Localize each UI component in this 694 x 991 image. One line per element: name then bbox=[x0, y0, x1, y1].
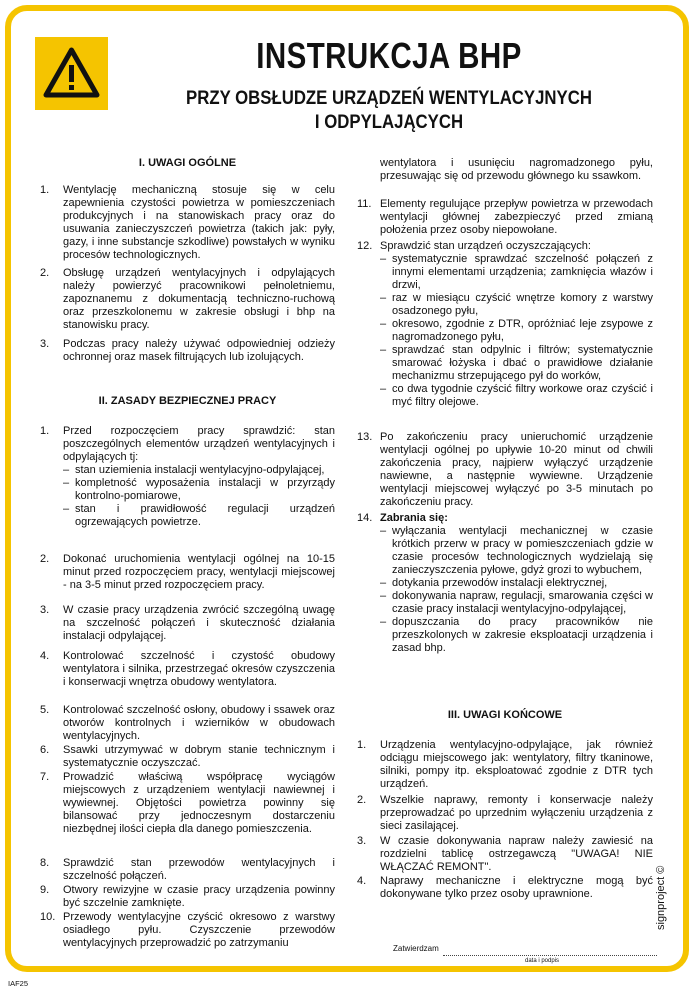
item-text: Po zakończeniu pracy unieruchomić urządzenie wentylacji ogólnej po upływie 10-20 minut od chwili zakończenia pracy, najpierw wyłączyć urządzenie nawiewne, a następnie wywiewne. Urządzenie wentylacji miejscowej wyłączyć po 3-5 minutach po zakończeniu pracy. bbox=[380, 431, 653, 508]
item-number: 2. bbox=[40, 553, 50, 565]
item-number: 3. bbox=[40, 338, 50, 350]
sub-item: – stan uziemienia instalacji wentylacyjno-odpylającej, bbox=[63, 464, 335, 477]
subtitle-line-1: PRZY OBSŁUDZE URZĄDZEŃ WENTYLACYJNYCH bbox=[186, 87, 592, 109]
item-number: 10. bbox=[40, 911, 56, 923]
item-number: 2. bbox=[357, 794, 367, 806]
item-number: 4. bbox=[40, 650, 50, 662]
product-code: IAF25 bbox=[8, 979, 29, 988]
item-text: Elementy regulujące przepływ powietrza w przewodach wentylacji głównej zabezpieczyć przed zmianą położenia przez osoby niepowołane. bbox=[380, 198, 653, 236]
sub-item: – systematycznie sprawdzać szczelność połączeń z innymi elementami urządzenia; zamknięcia włazów i drzwi, bbox=[380, 253, 653, 292]
item-number: 9. bbox=[40, 884, 50, 896]
sub-item: – dokonywania napraw, regulacji, smarowania części w czasie pracy instalacji wentylacyjno-odpylającej, bbox=[380, 590, 653, 616]
item-text: Dokonać uruchomienia wentylacji ogólnej na 10-15 minut przed rozpoczęciem pracy, wentylacji miejscowej - na 3-5 minut przed rozpoczęciem pracy. bbox=[63, 553, 335, 591]
item-number: 13. bbox=[357, 431, 373, 443]
list-item bbox=[40, 857, 335, 883]
section-3-title: III. UWAGI KOŃCOWE bbox=[447, 709, 563, 721]
sub-item: – dotykania przewodów instalacji elektrycznej, bbox=[380, 577, 653, 590]
item-text: wentylatora i usunięciu nagromadzonego pyłu, przesuwając się od przewodu głównego ku ssawkom. bbox=[380, 157, 653, 182]
approve-label: Zatwierdzam bbox=[393, 944, 439, 953]
signature-caption: data i podpis bbox=[525, 958, 560, 964]
item-text: Wszelkie naprawy, remonty i konserwacje należy przeprowadzać po uprzednim wyłączeniu urządzenia z sieci zasilającej. bbox=[380, 794, 653, 832]
item-number: 1. bbox=[40, 184, 50, 196]
item-number: 11. bbox=[357, 198, 372, 210]
page-title: INSTRUKCJA BHP bbox=[256, 35, 522, 76]
item-number: 3. bbox=[40, 604, 50, 616]
sub-item: – sprawdzać stan odpylnic i filtrów; systematycznie smarować łożyska i dbać o prawidłowe działanie mechanizmu strzepującego pył do worków, bbox=[380, 344, 653, 383]
item-text: Ssawki utrzymywać w dobrym stanie technicznym i systematycznie oczyszczać. bbox=[63, 744, 335, 769]
list-item bbox=[357, 512, 653, 655]
item-number: 8. bbox=[40, 857, 50, 869]
list-item bbox=[40, 771, 335, 836]
item-text: Przed rozpoczęciem pracy sprawdzić: stan poszczególnych elementów urządzeń wentylacyjnych i odpylających tj: bbox=[63, 425, 335, 463]
item-number: 3. bbox=[357, 835, 367, 847]
item-text: Sprawdzić stan przewodów wentylacyjnych i szczelność połączeń. bbox=[63, 857, 335, 882]
item-number: 6. bbox=[40, 744, 50, 756]
list-item bbox=[40, 604, 335, 643]
sub-item: – co dwa tygodnie czyścić filtry workowe oraz czyścić i myć filtry olejowe. bbox=[380, 383, 653, 409]
item-text: Otwory rewizyjne w czasie pracy urządzenia powinny być szczelnie zamknięte. bbox=[63, 884, 335, 909]
item-text: Zabrania się: bbox=[380, 512, 448, 524]
list-item bbox=[40, 744, 335, 770]
item-text: Przewody wentylacyjne czyścić okresowo z warstwy osiadłego pyłu. Czyszczenie przewodów wentylacyjnych przeprowadzić po zatrzymaniu bbox=[63, 911, 335, 949]
item-number: 5. bbox=[40, 704, 50, 716]
sub-item: – dopuszczania do pracy pracowników nie przeszkolonych w zakresie eksploatacji urządzenia i zasad bhp. bbox=[380, 616, 653, 655]
subtitle-line-2: I ODPYLAJĄCYCH bbox=[314, 111, 464, 133]
item-number: 4. bbox=[357, 875, 367, 887]
signature-line bbox=[443, 955, 657, 956]
page-subtitle bbox=[151, 86, 627, 134]
list-item bbox=[357, 431, 653, 509]
item-text: Urządzenia wentylacyjno-odpylające, jak również odciągu miejscowego jak: wentylatory, filtry tkaninowe, silniki, pompy itp. eksploatować zgodnie z DTR tych urządzeń. bbox=[380, 739, 653, 790]
item-text: Kontrolować szczelność i czystość obudowy wentylatora i silnika, przestrzegać okresów czyszczenia i konserwacji wnętrza obudowy wentylatora. bbox=[63, 650, 335, 688]
item-number: 1. bbox=[40, 425, 50, 437]
item-text: Naprawy mechaniczne i elektryczne mogą być dokonywane tylko przez osoby uprawnione. bbox=[380, 875, 653, 900]
sub-item: – raz w miesiącu czyścić wnętrze komory z warstwy osadzonego pyłu, bbox=[380, 292, 653, 318]
item-number: 2. bbox=[40, 267, 50, 279]
item-text: W czasie dokonywania napraw należy zawiesić na rozdzielni tablicę ostrzegawczą "UWAGA! NIE WŁĄCZAĆ REMONT". bbox=[380, 835, 653, 873]
item-text: Podczas pracy należy używać odpowiedniej odzieży ochronnej oraz masek filtrujących lub izolujących. bbox=[63, 338, 335, 363]
brand-label: signproject © bbox=[655, 865, 667, 930]
item-number: 1. bbox=[357, 739, 367, 751]
sub-item: – wyłączania wentylacji mechanicznej w czasie krótkich przerw w pracy w pomieszczeniach gdzie w czasie procesów technologicznych wydzielają się zanieczyszczenia pyłowe, gdyż grozi to wybuchem, bbox=[380, 525, 653, 577]
item-text: Sprawdzić stan urządzeń oczyszczających: bbox=[380, 240, 591, 252]
list-item bbox=[40, 884, 335, 910]
item-number: 14. bbox=[357, 512, 373, 524]
list-item bbox=[40, 704, 335, 743]
item-number: 12. bbox=[357, 240, 373, 252]
warning-triangle-icon bbox=[35, 37, 108, 110]
list-item bbox=[40, 425, 335, 529]
list-item bbox=[40, 911, 335, 950]
section-1-title: I. UWAGI OGÓLNE bbox=[138, 157, 237, 169]
list-item bbox=[40, 267, 335, 332]
list-item bbox=[357, 875, 653, 901]
sub-item: – stan i prawidłowość regulacji urządzeń ogrzewających powietrze. bbox=[63, 503, 335, 529]
item-text: Obsługę urządzeń wentylacyjnych i odpylających należy powierzyć pracownikowi pełnoletniemu, zapoznanemu z dokumentacją techniczno-ruchową oraz przeszkolonemu w zakresie obsługi i bhp na stanowisku pracy. bbox=[63, 267, 335, 331]
list-item bbox=[357, 739, 653, 791]
list-item bbox=[40, 650, 335, 689]
item-text: Prowadzić właściwą współpracę wyciągów miejscowych z urządzeniem wentylacji nawiewnej i wywiewnej. Objętości powietrza powinny się bilansować przy jednoczesnym dostarczeniu niezbędnej ilości ciepła dla danego pomieszczenia. bbox=[63, 771, 335, 835]
section-2-title: II. ZASADY BEZPIECZNEJ PRACY bbox=[98, 395, 277, 407]
list-item bbox=[357, 794, 653, 833]
list-item bbox=[40, 553, 335, 592]
item-text: Kontrolować szczelność osłony, obudowy i ssawek oraz otworów kontrolnych i wzierników w obudowach wentylacyjnych. bbox=[63, 704, 335, 742]
list-item bbox=[357, 198, 653, 237]
list-item bbox=[357, 835, 653, 874]
item-text: Wentylację mechaniczną stosuje się w celu zapewnienia czystości powietrza w pomieszczeniach produkcyjnych i na stanowiskach pracy oraz do usuwania zanieczyszczeń powietrza (takich jak: pyły, gazy, i inne substancje szkodliwe) powstałych w wyniku procesów technologicznych. bbox=[63, 184, 335, 261]
sub-item: – okresowo, zgodnie z DTR, opróżniać leje zsypowe z nagromadzonego pyłu, bbox=[380, 318, 653, 344]
list-item bbox=[357, 240, 653, 409]
list-item bbox=[40, 184, 335, 262]
list-item bbox=[40, 338, 335, 364]
list-item-continued bbox=[357, 157, 653, 183]
item-number: 7. bbox=[40, 771, 50, 783]
item-text: W czasie pracy urządzenia zwrócić szczególną uwagę na szczelność połączeń i skuteczność działania instalacji odpylającej. bbox=[63, 604, 335, 642]
sub-item: – kompletność wyposażenia instalacji w przyrządy kontrolno-pomiarowe, bbox=[63, 477, 335, 503]
